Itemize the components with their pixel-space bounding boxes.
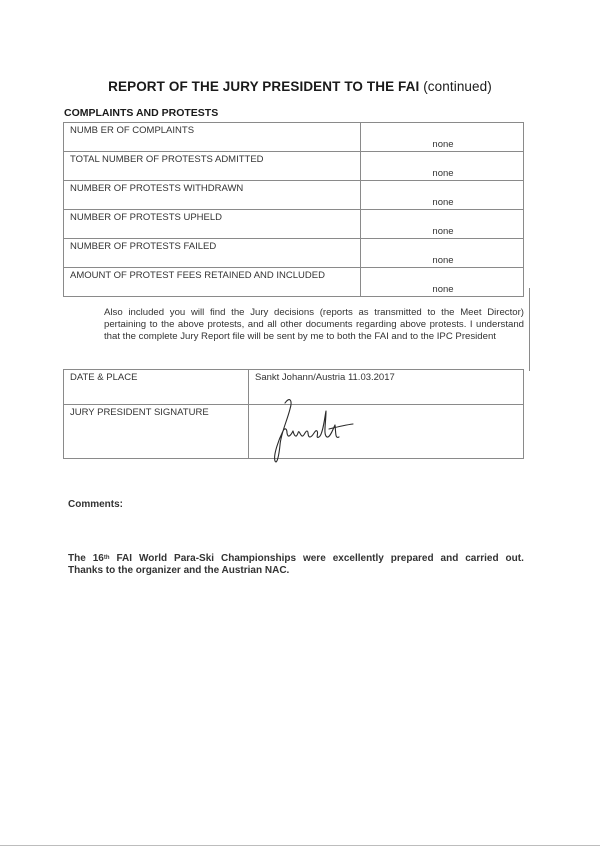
row-value: none [361,181,524,210]
row-value: none [361,210,524,239]
page-title [0,79,600,94]
section-heading-complaints: COMPLAINTS AND PROTESTS [64,107,219,119]
comments-body [68,553,524,577]
row-value: none [361,152,524,181]
date-place-value: Sankt Johann/Austria 11.03.2017 [249,370,524,405]
comments-label: Comments: [68,499,124,510]
handwritten-signature-icon [263,395,373,465]
row-label: NUMBER OF PROTESTS FAILED [64,239,361,268]
signature-label: JURY PRESIDENT SIGNATURE [64,405,249,459]
row-label: AMOUNT OF PROTEST FEES RETAINED AND INCLUDED [64,268,361,297]
complaints-table [63,122,524,297]
table-row [64,181,524,210]
row-value: none [361,123,524,152]
page-title-main: REPORT OF THE JURY PRESIDENT TO THE FAI [108,79,420,94]
jury-decisions-note: Also included you will find the Jury decisions (reports as transmitted to the Meet Director) pertaining to the above protests, and all other documents regarding above protests. I understand that the complete Jury Report file will be sent by me to both the FAI and to the IPC President [104,307,524,342]
table-row [64,239,524,268]
row-label: NUMBER OF PROTESTS UPHELD [64,210,361,239]
comments-line-1: The 16th FAI World Para-Ski Championships were excellently prepared and carried out. [68,553,524,564]
margin-change-bar [529,288,530,371]
table-row [64,152,524,181]
table-row [64,123,524,152]
table-row-signature [64,405,524,459]
table-row [64,210,524,239]
signature-cell [249,405,524,459]
table-row [64,268,524,297]
date-place-label: DATE & PLACE [64,370,249,405]
comments-line-2: Thanks to the organizer and the Austrian NAC. [68,565,290,576]
page-bottom-edge [0,845,600,846]
row-label: TOTAL NUMBER OF PROTESTS ADMITTED [64,152,361,181]
row-value: none [361,239,524,268]
row-value: none [361,268,524,297]
page-title-suffix: (continued) [423,79,492,94]
row-label: NUMB ER OF COMPLAINTS [64,123,361,152]
signature-table [63,369,524,459]
row-label: NUMBER OF PROTESTS WITHDRAWN [64,181,361,210]
